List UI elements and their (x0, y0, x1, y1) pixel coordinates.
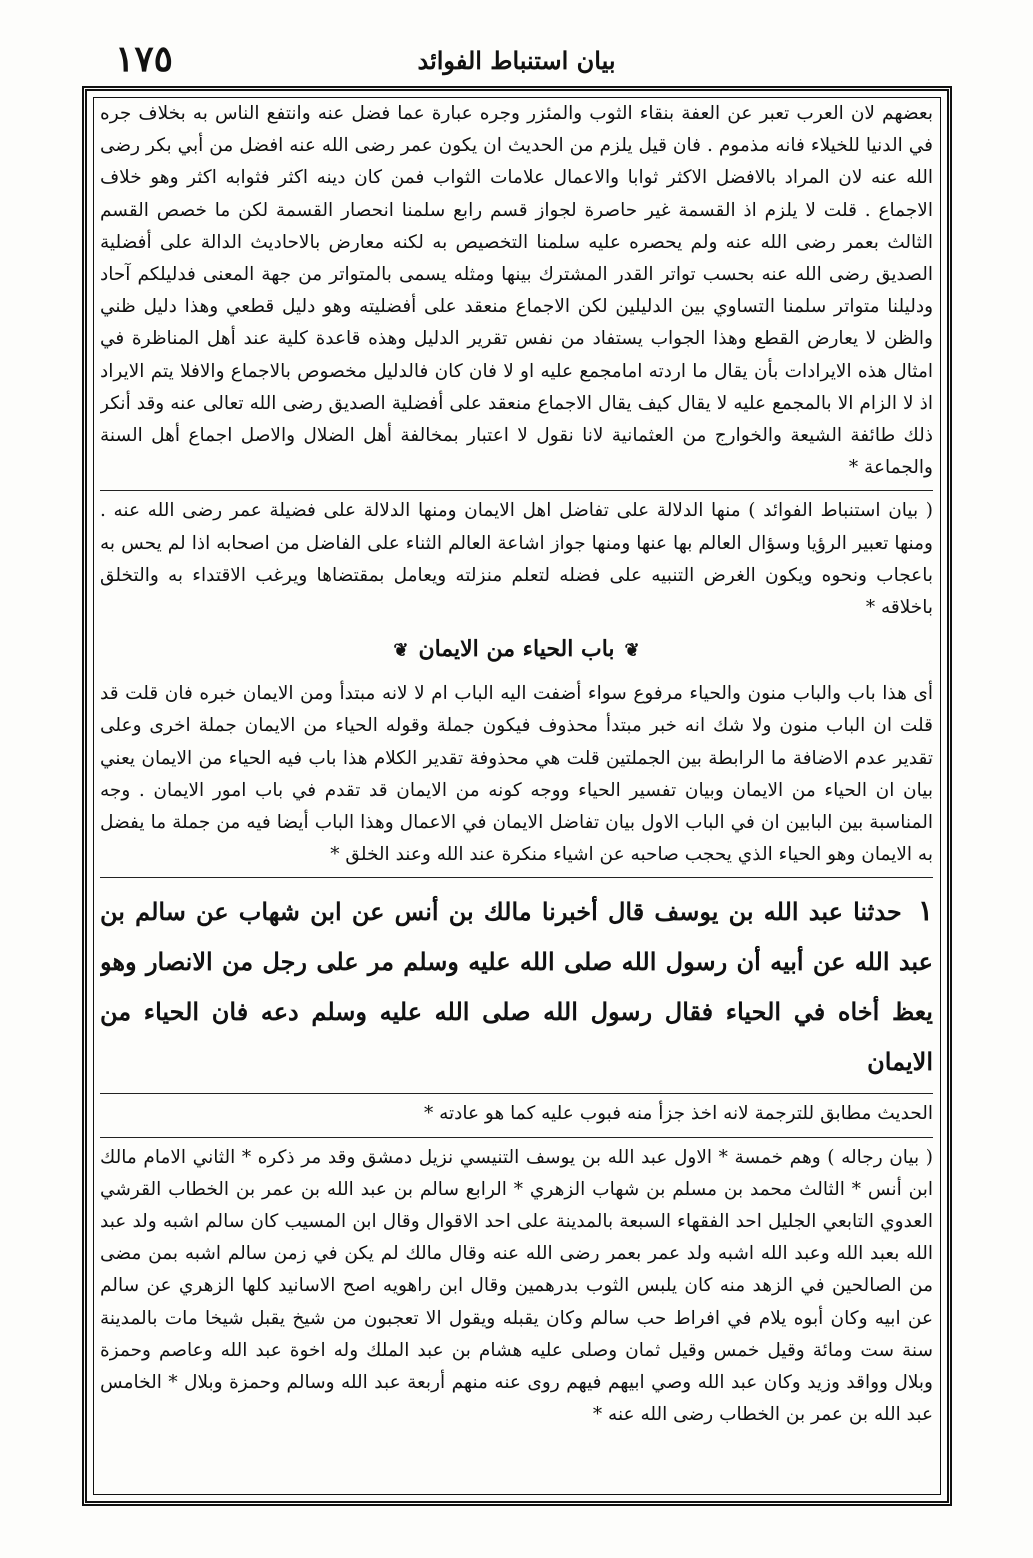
ornament-icon: ❦ (393, 640, 409, 662)
divider (100, 1093, 933, 1094)
benefits-paragraph: ( بيان استنباط الفوائد ) منها الدلالة على تفاضل اهل الايمان ومنها الدلالة على فضيلة عمر رضى الله عنه . ومنها تعبير الرؤيا وسؤال العالم بها عنها ومنها جواز اشاعة العالم الثناء على الفاضل من اصحابه اذا لم يحس به باعجاب ونحوه ويكون الغرض التنبيه على فضله لتعلم منزلته ويعامل بمقتضاها ويرغب الاقتداء به والتخلق باخلاقه * (100, 500, 933, 619)
running-title: بيان استنباط الفوائد (417, 46, 616, 75)
chapter-commentary: أى هذا باب والباب منون والحياء مرفوع سواء أضفت اليه الباب ام لا لانه مبتدأ ومن الايمان خبره فان قلت قد قلت ان الباب منون ولا شك انه خبر مبتدأ محذوف فيكون جملة وقوله الحياء من الايمان جملة اخرى وعلى تقدير عدم الاضافة ما الرابطة بين الجملتين قلت هي محذوفة تقدير الكلام هذا باب فيه الحياء من الايمان يعني بيان ان الحياء من الايمان وبيان تفسير الحياء ووجه كونه من الايمان قد تقدم في باب امور الايمان . وجه المناسبة بين البابين ان في الباب الاول بيان تفاضل الايمان في الاعمال وهذا الباب أيضا فيه من جملة ما يفضل به الايمان وهو الحياء الذي يحجب صاحبه عن اشياء منكرة عند الله وعند الخلق * (100, 683, 933, 866)
chapter-heading (100, 632, 933, 668)
hadith-body: حدثنا عبد الله بن يوسف قال أخبرنا مالك بن أنس عن ابن شهاب عن سالم بن عبد الله عن أبيه أن رسول الله صلى الله عليه وسلم مر على رجل من الانصار وهو يعظ أخاه في الحياء فقال رسول الله صلى الله عليه وسلم دعه فان الحياء من الايمان (100, 897, 933, 1077)
divider (100, 490, 933, 491)
narrators-paragraph: ( بيان رجاله ) وهم خمسة * الاول عبد الله بن يوسف التنيسي نزيل دمشق وقد مر ذكره * الثاني الامام مالك ابن أنس * الثالث محمد بن مسلم بن شهاب الزهري * الرابع سالم بن عبد الله بن عمر بن الخطاب القرشي العدوي التابعي الجليل احد الفقهاء السبعة بالمدينة على احد الاقوال وقال ابن المسيب كان سالم اشبه ولد عبد الله بعبد الله وعبد الله اشبه ولد عمر بعمر رضى الله عنه وقال مالك لم يكن في زمن سالم اشبه بمن مضى من الصالحين في الزهد منه كان يلبس الثوب بدرهمين وقال ابن راهويه اصح الاسانيد كلها الزهري عن سالم عن ابيه وكان أبوه يلام في افراط حب سالم وكان يقبله ويقول الا تعجبون من شيخ يقبل شيخا مات بالمدينة سنة ست ومائة وقيل خمس وقيل ثمان وصلى عليه هشام بن عبد الملك وله اخوة عبد الله وعاصم وحمزة وبلال وواقد وزيد وكان عبد الله وصي ابيهم فيهم روى عنه منهم أربعة عبد الله وسالم وحمزة وبلال * الخامس عبد الله بن عمر بن الخطاب رضى الله عنه * (100, 1146, 933, 1426)
divider (100, 1137, 933, 1138)
hadith-text (100, 886, 933, 1087)
commentary-paragraph: بعضهم لان العرب تعبر عن العفة بنقاء الثوب والمئزر وجره عبارة عما فضل عنه وانتفع الناس به بخلاف جره في الدنيا للخيلاء فانه مذموم . فان قيل يلزم من الحديث ان يكون عمر رضى الله عنه افضل من أبي بكر رضى الله عنه لان المراد بالافضل الاكثر ثوابا والاعمال علامات الثواب فمن كان دينه اكثر فثوابه اكثر وهو خلاف الاجماع . قلت لا يلزم اذ القسمة غير حاصرة لجواز قسم رابع سلمنا انحصار القسمة لكن ما خصص القسم الثالث بعمر رضى الله عنه ولم يحصره عليه سلمنا التخصيص به لكنه معارض بالاحاديث الدالة على أفضلية الصديق رضى الله عنه بحسب تواتر القدر المشترك بينها ومثله يسمى بالمتواتر من جهة المعنى فدليلكم آحاد ودليلنا متواتر سلمنا التساوي بين الدليلين لكن الاجماع منعقد على أفضليته وهو دليل قطعي وهذا دليل ظني والظن لا يعارض القطع وهذا الجواب يستفاد من نفس تقرير الدليل وهذه قاعدة كلية عند أهل المناظرة في امثال هذه الايرادات بأن يقال ما اردته امامجمع عليه او لا فان كان فالدليل مخصوص بالاجماع والافلا يتم الايراد اذ لا الزام الا بالمجمع عليه لا يقال كيف يقال الاجماع منعقد على أفضلية الصديق رضى الله تعالى عنه وقد أنكر ذلك طائفة الشيعة والخوارج من العثمانية لانا نقول لا اعتبار بمخالفة أهل الضلال والاصل اجماع أهل السنة والجماعة * (100, 103, 933, 479)
chapter-title: باب الحياء من الايمان (418, 636, 615, 663)
page-number: ١٧٥ (115, 38, 174, 80)
page-header (0, 38, 1033, 86)
ornament-icon: ❦ (624, 640, 640, 662)
text-body (100, 98, 933, 1500)
hadith-note: الحديث مطابق للترجمة لانه اخذ جزأ منه فبوب عليه كما هو عادته * (423, 1103, 933, 1125)
hadith-number: ١ (917, 894, 933, 928)
divider (100, 877, 933, 878)
